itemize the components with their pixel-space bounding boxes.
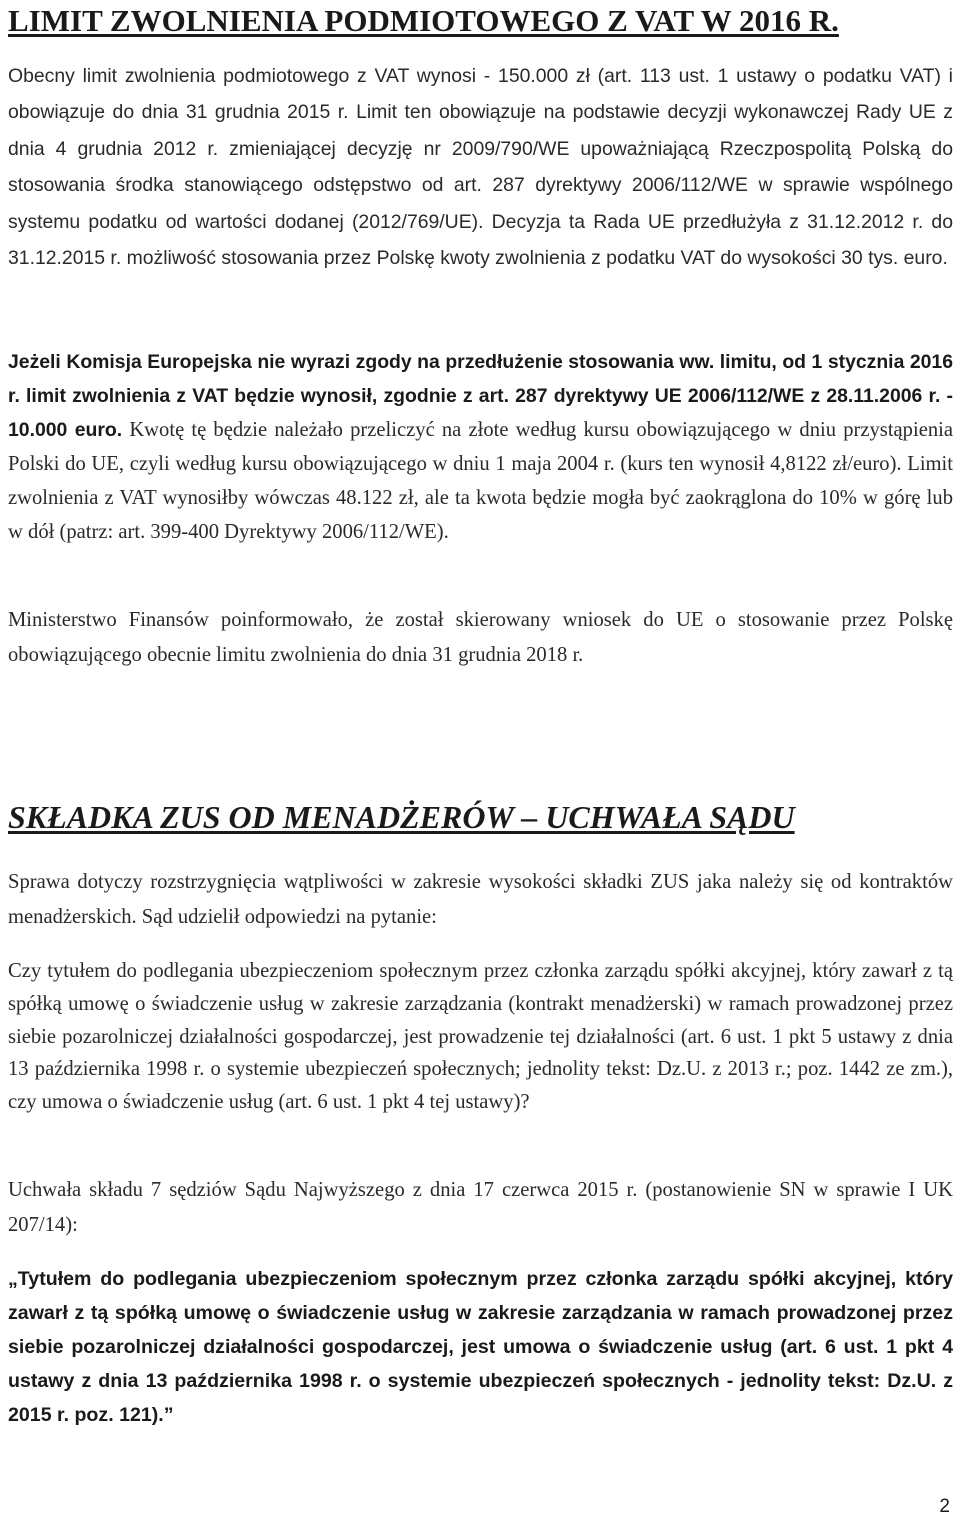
page-number: 2 (939, 1496, 950, 1517)
paragraph-resolution-ref: Uchwała składu 7 sędziów Sądu Najwyższego z dnia 17 czerwca 2015 r. (postanowienie SN w sprawie I UK 207/14): (8, 1179, 953, 1236)
paragraph-ministry-info: Ministerstwo Finansów poinformowało, że został skierowany wniosek do UE o stosowanie przez Polskę obowiązującego obecnie limitu zwolnienia do dnia 31 grudnia 2018 r. (8, 609, 953, 666)
paragraph-resolution-quote: „Tytułem do podlegania ubezpieczeniom społecznym przez członka zarządu spółki akcyjnej, który zawarł z tą spółką umowę o świadczenie usług w zakresie zarządzania w ramach prowadzonej przez siebie pozarolniczej działalności gospodarczej, jest umowa o świadczenie usług (art. 6 ust. 1 pkt 4 ustawy z dnia 13 października 1998 r. o systemie ubezpieczeń społecznych - jednolity tekst: Dz.U. z 2015 r. poz. 121).” (8, 1268, 953, 1426)
section-title-vat-limit: LIMIT ZWOLNIENIA PODMIOTOWEGO Z VAT W 2016 R. (8, 3, 839, 38)
paragraph-question: Czy tytułem do podlegania ubezpieczeniom społecznym przez członka zarządu spółki akcyjnej, który zawarł z tą spółką umowę o świadczenie usług w zakresie zarządzania (kontrakt menadżerski) w ramach prowadzonej przez siebie pozarolniczej działalności gospodarczej, jest prowadzenie tej działalności (art. 6 ust. 1 pkt 5 ustawy z dnia 13 października 1998 r. o systemie ubezpieczeń społecznych; jednolity tekst: Dz.U. z 2013 r.; poz. 1442 ze zm.), czy umowa o świadczenie usług (art. 6 ust. 1 pkt 4 tej ustawy)? (8, 960, 953, 1114)
normal-statement: Kwotę tę będzie należało przeliczyć na złote według kursu obowiązującego w dniu przystąpienia Polski do UE, czyli według kursu obowiązującego w dniu 1 maja 2004 r. (kurs ten wynosił 4,8122 zł/euro). Limit zwolnienia z VAT wynosiłby wówczas 48.122 zł, ale ta kwota będzie mogła być zaokrąglona do 10% w górę lub w dół (patrz: art. 399-400 Dyrektywy 2006/112/WE). (8, 419, 954, 543)
bold-statement: Jeżeli Komisja Europejska nie wyrazi zgody na przedłużenie stosowania ww. limitu, od 1 stycznia 2016 r. limit zwolnienia z VAT będzie wynosił, zgodnie z art. 287 dyrektywy UE 2006/112/WE z 28.11.2006 r. - 10.000 euro. (8, 351, 953, 441)
paragraph-case-intro: Sprawa dotyczy rozstrzygnięcia wątpliwości w zakresie wysokości składki ZUS jaka należy się od kontraktów menadżerskich. Sąd udzielił odpowiedzi na pytanie: (8, 871, 953, 928)
paragraph-commission-consent (8, 345, 953, 549)
section-title-zus-managers: SKŁADKA ZUS OD MENADŻERÓW – UCHWAŁA SĄDU (8, 799, 795, 835)
paragraph-current-limit: Obecny limit zwolnienia podmiotowego z VAT wynosi - 150.000 zł (art. 113 ust. 1 ustawy o podatku VAT) i obowiązuje do dnia 31 grudnia 2015 r. Limit ten obowiązuje na podstawie decyzji wykonawczej Rady UE z dnia 4 grudnia 2012 r. zmieniającej decyzję nr 2009/790/WE upoważniającą Rzeczpospolitą Polską do stosowania środka stanowiącego odstępstwo od art. 287 dyrektywy 2006/112/WE w sprawie wspólnego systemu podatku od wartości dodanej (2012/769/UE). Decyzja ta Rada UE przedłużyła z 31.12.2012 r. do 31.12.2015 r. możliwość stosowania przez Polskę kwoty zwolnienia z podatku VAT do wysokości 30 tys. euro. (8, 65, 953, 270)
